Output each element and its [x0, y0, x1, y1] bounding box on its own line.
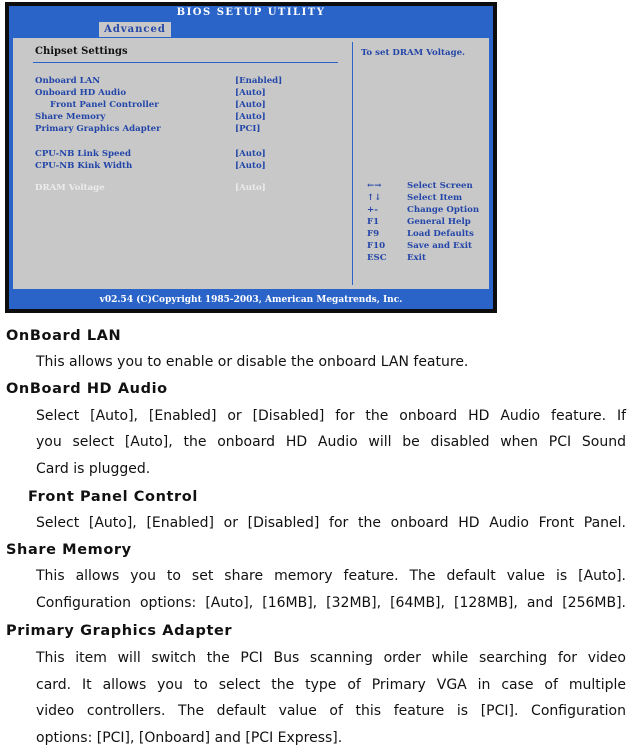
- bios-title: BIOS SETUP UTILITY: [176, 7, 326, 18]
- bios-help-text: To set DRAM Voltage.: [361, 48, 466, 58]
- bios-key-desc: General Help: [407, 217, 471, 227]
- bios-option-label: Front Panel Controller: [50, 100, 159, 110]
- paragraph-line: video controllers. The default value of this feature is [PCI]. Configuration: [36, 703, 626, 719]
- bios-key-load-defaults: [367, 229, 487, 241]
- paragraph-line: This allows you to enable or disable the onboard LAN feature.: [36, 354, 469, 370]
- bios-key-change-option: [367, 205, 487, 217]
- bios-key-name: F10: [367, 241, 386, 251]
- section-heading-primary-graphics-adapter: Primary Graphics Adapter: [6, 623, 233, 639]
- section-heading-share-memory: Share Memory: [6, 542, 132, 558]
- bios-key-desc: Load Defaults: [407, 229, 474, 239]
- bios-option-value: [PCI]: [235, 124, 261, 134]
- paragraph-line: Configuration options: [Auto], [16MB], [32MB], [64MB], [128MB], and [256MB].: [36, 595, 626, 611]
- bios-option-onboard-hd-audio[interactable]: [13, 88, 352, 100]
- section-heading-onboard-hd-audio: OnBoard HD Audio: [6, 381, 168, 397]
- bios-key-name: F1: [367, 217, 380, 227]
- bios-option-label: Onboard LAN: [35, 76, 101, 86]
- bios-key-desc: Change Option: [407, 205, 480, 215]
- bios-option-value: [Auto]: [235, 100, 266, 110]
- bios-key-desc: Save and Exit: [407, 241, 472, 251]
- bios-options-pane: [13, 38, 352, 289]
- bios-key-desc: Select Item: [407, 193, 463, 203]
- paragraph-line: This item will switch the PCI Bus scanning order while searching for video: [36, 650, 626, 666]
- bios-key-name: ↑↓: [367, 193, 382, 203]
- bios-help-pane: [353, 38, 489, 289]
- bios-key-name: +-: [367, 205, 378, 215]
- bios-option-label: Share Memory: [35, 112, 106, 122]
- bios-key-save-exit: [367, 241, 487, 253]
- bios-key-name: F9: [367, 229, 380, 239]
- paragraph-line: This allows you to set share memory feature. The default value is [Auto].: [36, 568, 626, 584]
- bios-option-label: Primary Graphics Adapter: [35, 124, 161, 134]
- section-heading-onboard-lan: OnBoard LAN: [6, 328, 122, 344]
- bios-key-name: ESC: [367, 253, 387, 263]
- bios-option-label: CPU-NB Kink Width: [35, 161, 133, 171]
- tab-advanced[interactable]: Advanced: [99, 22, 171, 37]
- bios-option-value: [Auto]: [235, 183, 266, 193]
- bios-panel: [12, 37, 490, 290]
- bios-option-dram-voltage[interactable]: [13, 183, 352, 195]
- bios-key-desc: Select Screen: [407, 181, 473, 191]
- bios-option-value: [Auto]: [235, 88, 266, 98]
- section-heading-front-panel-control: Front Panel Control: [28, 489, 198, 505]
- bios-option-value: [Auto]: [235, 161, 266, 171]
- paragraph-line: Select [Auto], [Enabled] or [Disabled] for the onboard HD Audio Front Panel.: [36, 515, 626, 531]
- bios-option-value: [Auto]: [235, 112, 266, 122]
- bios-footer: v02.54 (C)Copyright 1985-2003, American Megatrends, Inc.: [99, 295, 403, 305]
- paragraph-line: you select [Auto], the onboard HD Audio will be disabled when PCI Sound: [36, 434, 626, 450]
- bios-option-primary-graphics-adapter[interactable]: [13, 124, 352, 136]
- bios-section-heading: Chipset Settings: [35, 46, 128, 57]
- paragraph-line: options: [PCI], [Onboard] and [PCI Express].: [36, 730, 343, 746]
- bios-option-label: DRAM Voltage: [35, 183, 105, 193]
- bios-option-cpu-nb-link-speed[interactable]: [13, 149, 352, 161]
- bios-frame: [9, 6, 493, 309]
- bios-key-name: ←→: [367, 181, 382, 191]
- bios-heading-divider: [33, 62, 338, 63]
- bios-option-cpu-nb-link-width[interactable]: [13, 161, 352, 173]
- paragraph-line: card. It allows you to select the type of Primary VGA in case of multiple: [36, 677, 626, 693]
- bios-key-exit: [367, 253, 487, 265]
- bios-key-select-item: [367, 193, 487, 205]
- bios-option-value: [Auto]: [235, 149, 266, 159]
- bios-screen: [5, 2, 497, 313]
- paragraph-line: Select [Auto], [Enabled] or [Disabled] for the onboard HD Audio feature. If: [36, 408, 626, 424]
- bios-option-value: [Enabled]: [235, 76, 283, 86]
- bios-key-select-screen: [367, 181, 487, 193]
- paragraph-line: Card is plugged.: [36, 461, 151, 477]
- bios-key-desc: Exit: [407, 253, 426, 263]
- bios-option-label: CPU-NB Link Speed: [35, 149, 131, 159]
- bios-key-general-help: [367, 217, 487, 229]
- bios-option-front-panel-controller[interactable]: [13, 100, 352, 112]
- bios-option-label: Onboard HD Audio: [35, 88, 127, 98]
- bios-option-onboard-lan[interactable]: [13, 76, 352, 88]
- bios-option-share-memory[interactable]: [13, 112, 352, 124]
